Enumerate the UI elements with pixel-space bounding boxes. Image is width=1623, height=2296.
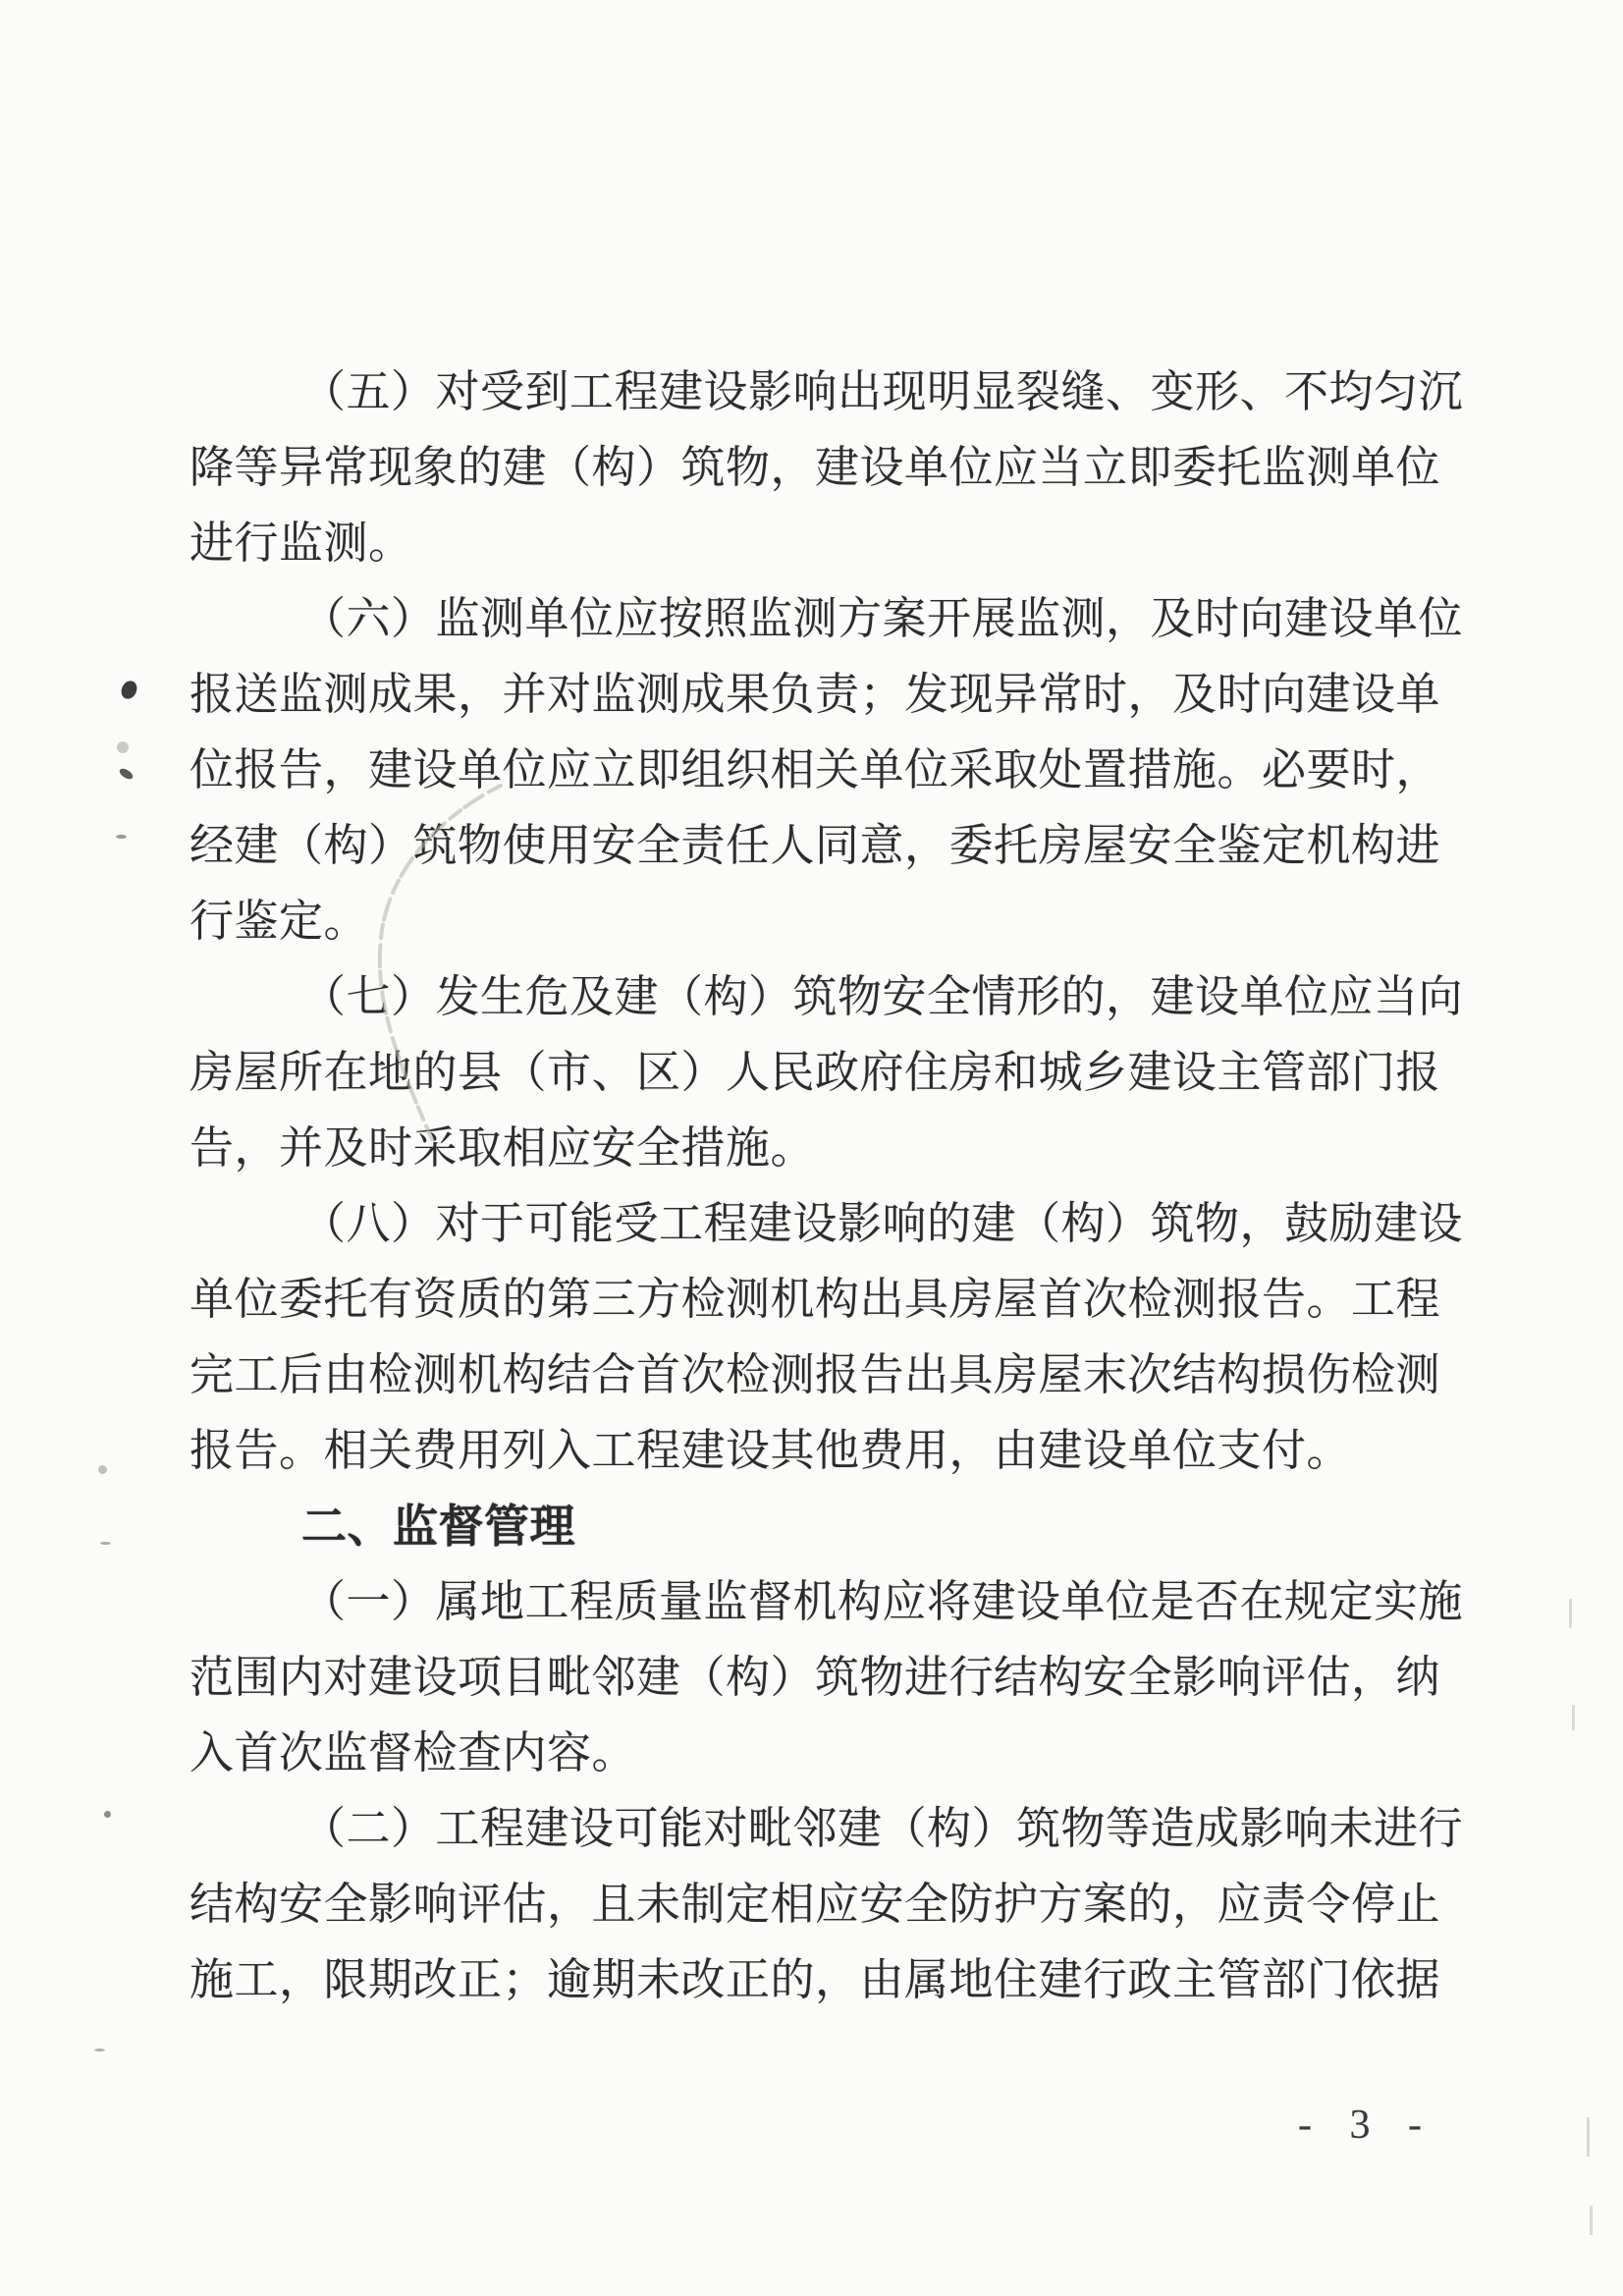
text-line: （八）对于可能受工程建设影响的建（构）筑物，鼓励建设 [301, 1199, 1464, 1248]
scan-margin-dash [1572, 1705, 1575, 1730]
text-line: 完工后由检测机构结合首次检测报告出具房屋末次结构损伤检测 [189, 1350, 1441, 1399]
text-line: 结构安全影响评估，且未制定相应安全防护方案的，应责令停止 [189, 1880, 1441, 1929]
scan-speck [94, 2049, 105, 2051]
text-line: 行鉴定。 [189, 897, 369, 946]
text-line: 经建（构）筑物使用安全责任人同意，委托房屋安全鉴定机构进 [189, 821, 1441, 870]
scan-speck [104, 1811, 111, 1818]
scan-speck [98, 1465, 107, 1474]
text-line: 房屋所在地的县（市、区）人民政府住房和城乡建设主管部门报 [189, 1048, 1441, 1097]
text-line: 入首次监督检查内容。 [189, 1728, 637, 1777]
scan-speck [117, 741, 129, 753]
text-line: （一）属地工程质量监督机构应将建设单位是否在规定实施 [301, 1577, 1464, 1626]
text-line: 报送监测成果，并对监测成果负责；发现异常时，及时向建设单 [189, 670, 1441, 719]
document-body [189, 355, 1464, 2018]
scan-speck [100, 1542, 111, 1545]
text-line: 告，并及时采取相应安全措施。 [189, 1123, 816, 1173]
text-line: 降等异常现象的建（构）筑物，建设单位应当立即委托监测单位 [189, 443, 1441, 492]
text-line: （六）监测单位应按照监测方案开展监测，及时向建设单位 [301, 594, 1464, 643]
text-line: 位报告，建设单位应立即组织相关单位采取处置措施。必要时， [189, 745, 1441, 794]
text-line: 报告。相关费用列入工程建设其他费用，由建设单位支付。 [189, 1426, 1352, 1475]
scan-margin-dash [1569, 1599, 1572, 1628]
text-line: 进行监测。 [189, 519, 413, 568]
page-number: - 3 - [1298, 2103, 1435, 2148]
scan-speck [116, 835, 127, 839]
text-line: 单位委托有资质的第三方检测机构出具房屋首次检测报告。工程 [189, 1275, 1441, 1324]
text-line: 施工，限期改正；逾期未改正的，由属地住建行政主管部门依据 [189, 1955, 1441, 2004]
text-line: （五）对受到工程建设影响出现明显裂缝、变形、不均匀沉 [301, 367, 1464, 416]
scan-speck [118, 767, 135, 782]
section-heading: 二、监督管理 [301, 1501, 575, 1552]
text-line: （二）工程建设可能对毗邻建（构）筑物等造成影响未进行 [301, 1804, 1464, 1853]
scan-margin-dash [1590, 2206, 1593, 2235]
text-line: （七）发生危及建（构）筑物安全情形的，建设单位应当向 [301, 972, 1464, 1021]
scan-speck [119, 679, 140, 702]
text-line: 范围内对建设项目毗邻建（构）筑物进行结构安全影响评估，纳 [189, 1653, 1441, 1702]
scan-margin-dash [1587, 2117, 1590, 2157]
